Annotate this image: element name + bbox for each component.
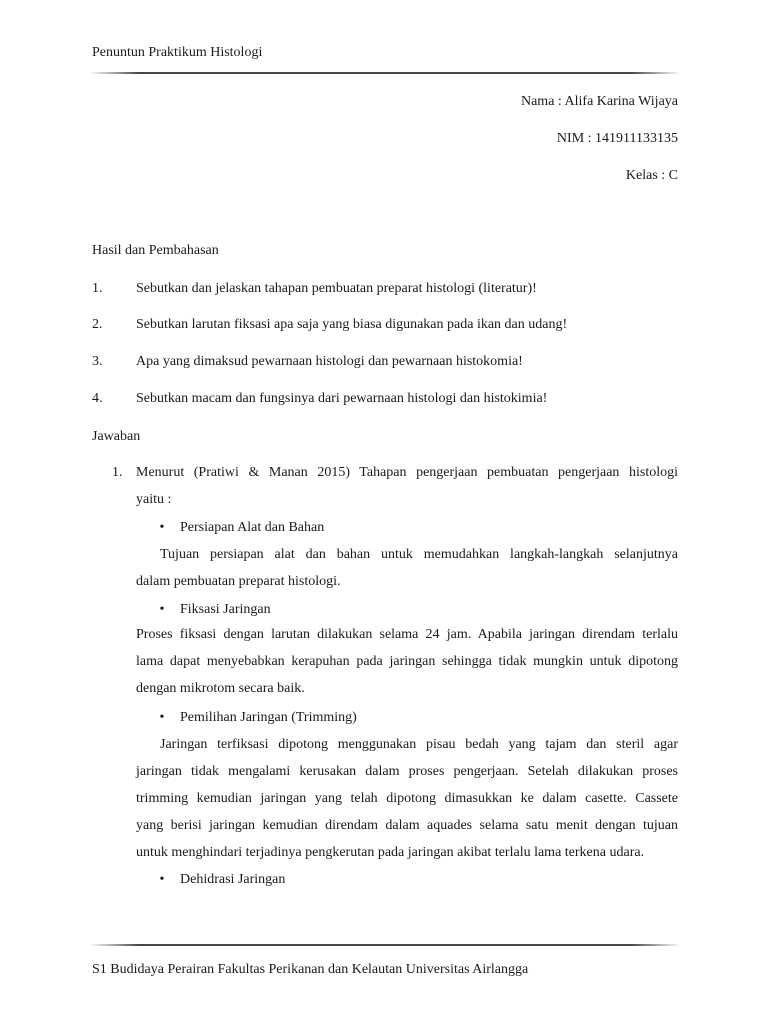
question-4-text: Sebutkan macam dan fungsinya dari pewarnaan histologi dan histokimia! (136, 391, 548, 406)
item-2-line-1: Proses fiksasi dengan larutan dilakukan selama 24 jam. Apabila jaringan direndam terlalu (136, 627, 678, 642)
item-1-title: Persiapan Alat dan Bahan (180, 520, 325, 535)
item-3-title: Pemilihan Jaringan (Trimming) (180, 710, 357, 725)
item-2-line-2: lama dapat menyebabkan kerapuhan pada jaringan sehingga tidak mungkin untuk dipotong (136, 654, 678, 669)
bullet-icon: • (159, 520, 165, 535)
answer-1-number: 1. (112, 465, 123, 480)
footer-divider (92, 944, 678, 946)
item-2-title: Fiksasi Jaringan (180, 602, 271, 617)
student-nim: NIM : 141911133135 (556, 131, 678, 146)
question-1-number: 1. (92, 281, 103, 296)
item-1-line-1: Tujuan persiapan alat dan bahan untuk memudahkan langkah-langkah selanjutnya (160, 547, 678, 562)
bullet-icon: • (159, 872, 165, 887)
bullet-icon: • (159, 710, 165, 725)
question-4-number: 4. (92, 391, 103, 406)
item-4-title: Dehidrasi Jaringan (180, 872, 286, 887)
item-3-line-1: Jaringan terfiksasi dipotong menggunakan pisau bedah yang tajam dan steril agar (160, 737, 678, 752)
item-2-line-3: dengan mikrotom secara baik. (136, 681, 305, 696)
answer-intro-line-1: Menurut (Pratiwi & Manan 2015) Tahapan pengerjaan pembuatan pengerjaan histologi (136, 465, 678, 480)
item-3-line-3: trimming kemudian jaringan yang telah dipotong dimasukkan ke dalam casette. Cassete (136, 791, 678, 806)
question-1-text: Sebutkan dan jelaskan tahapan pembuatan preparat histologi (literatur)! (136, 281, 537, 296)
header-divider (92, 72, 678, 74)
section-title: Hasil dan Pembahasan (92, 243, 219, 258)
student-name: Nama : Alifa Karina Wijaya (520, 94, 678, 109)
question-3-text: Apa yang dimaksud pewarnaan histologi dan pewarnaan histokomia! (136, 354, 523, 369)
answer-title: Jawaban (92, 429, 141, 444)
page-footer-text: S1 Budidaya Perairan Fakultas Perikanan dan Kelautan Universitas Airlangga (92, 962, 529, 977)
question-3-number: 3. (92, 354, 103, 369)
item-3-line-5: untuk menghindari terjadinya pengkerutan pada jaringan akibat terlalu lama terkena udara. (136, 845, 645, 860)
item-1-line-2: dalam pembuatan preparat histologi. (136, 574, 341, 589)
bullet-icon: • (159, 602, 165, 617)
question-2-text: Sebutkan larutan fiksasi apa saja yang biasa digunakan pada ikan dan udang! (136, 317, 568, 332)
question-2-number: 2. (92, 317, 103, 332)
page-header-title: Penuntun Praktikum Histologi (92, 45, 263, 60)
item-3-line-2: jaringan tidak mengalami kerusakan dalam proses pengerjaan. Setelah dilakukan proses (136, 764, 678, 779)
item-3-line-4: yang berisi jaringan kemudian direndam dalam aquades selama satu menit dengan tujuan (136, 818, 678, 833)
student-class: Kelas : C (625, 168, 678, 183)
answer-intro-line-2: yaitu : (136, 492, 172, 507)
